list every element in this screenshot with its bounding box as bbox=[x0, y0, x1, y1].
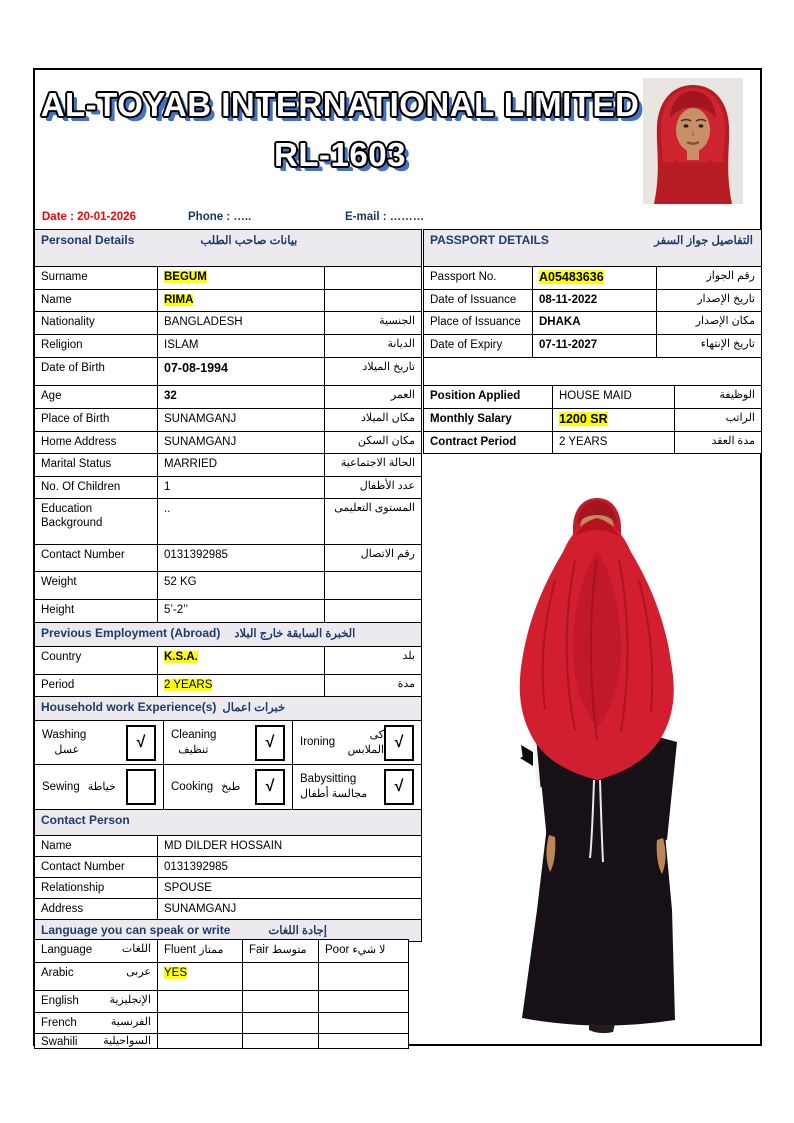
language-row-arabic: Arabic عربى YES bbox=[35, 962, 408, 990]
babysitting-checkbox[interactable]: √ bbox=[384, 769, 414, 805]
cleaning-checkbox[interactable]: √ bbox=[255, 725, 285, 761]
phone-value: Phone : ….. bbox=[188, 211, 252, 223]
table-row: Place of Issuance DHAKA مكان الإصدار bbox=[424, 311, 761, 334]
name-value: RIMA bbox=[164, 294, 194, 306]
table-row: Place of Birth SUNAMGANJ مكان الميلاد bbox=[35, 408, 421, 431]
company-name-title: AL-TOYAB INTERNATIONAL LIMITED bbox=[40, 86, 640, 123]
table-row: Contact Number 0131392985 رقم الاتصال bbox=[35, 544, 421, 571]
experience-ironing: Ironing كى الملابس √ bbox=[292, 721, 421, 764]
table-row: No. Of Children 1 عدد الأطفال bbox=[35, 476, 421, 498]
table-row: Education Background .. المستوى التعليمى bbox=[35, 498, 421, 544]
passport-details-header: PASSPORT DETAILS التفاصيل جواز السفر bbox=[424, 230, 761, 266]
language-row-french: French الفرنسية bbox=[35, 1012, 408, 1033]
sewing-checkbox[interactable] bbox=[126, 769, 156, 805]
table-row: Country K.S.A. بلد bbox=[35, 646, 421, 674]
table-row: Contract Period 2 YEARS مدة العقد bbox=[424, 431, 761, 453]
experience-babysitting: Babysitting مجالسة أطفال √ bbox=[292, 765, 421, 809]
table-row: Date of Issuance 08-11-2022 تاريخ الإصدار bbox=[424, 289, 761, 311]
experience-row bbox=[35, 720, 421, 764]
washing-checkbox[interactable]: √ bbox=[126, 725, 156, 761]
table-row: Name MD DILDER HOSSAIN bbox=[35, 835, 421, 856]
table-row: Relationship SPOUSE bbox=[35, 877, 421, 898]
table-row: Position Applied HOUSE MAID الوظيفة bbox=[424, 385, 761, 408]
personal-details-table bbox=[34, 229, 422, 942]
table-row: Home Address SUNAMGANJ مكان السكن bbox=[35, 431, 421, 453]
experience-cleaning: Cleaning تنظيف √ bbox=[163, 721, 292, 764]
surname-value: BEGUM bbox=[164, 271, 207, 283]
previous-employment-header: Previous Employment (Abroad) الخبرة السابقة خارج البلاد bbox=[35, 622, 421, 646]
passport-details-table bbox=[423, 229, 762, 454]
personal-details-header: Personal Details بيانات صاحب الطلب bbox=[35, 230, 421, 266]
table-row: Monthly Salary 1200 SR الراتب bbox=[424, 408, 761, 431]
experience-sewing: Sewing خياطة bbox=[35, 765, 163, 809]
experience-cooking: Cooking طبخ √ bbox=[163, 765, 292, 809]
monthly-salary-value: 1200 SR bbox=[559, 412, 608, 426]
table-row: Marital Status MARRIED الحالة الاجتماعية bbox=[35, 453, 421, 476]
experience-row bbox=[35, 764, 421, 809]
table-row: Date of Expiry 07-11-2027 تاريخ الإنتهاء bbox=[424, 334, 761, 357]
cooking-checkbox[interactable]: √ bbox=[255, 769, 285, 805]
email-value: E-mail : ……… bbox=[345, 211, 425, 223]
table-row: Surname BEGUM bbox=[35, 266, 421, 289]
table-row: Date of Birth 07-08-1994 تاريخ الميلاد bbox=[35, 357, 421, 385]
table-row: Address SUNAMGANJ bbox=[35, 898, 421, 919]
period-value: 2 YEARS bbox=[164, 679, 213, 691]
table-row: Passport No. A05483636 رقم الجواز bbox=[424, 266, 761, 289]
table-row: Age 32 العمر bbox=[35, 385, 421, 408]
date-value: Date : 20-01-2026 bbox=[42, 211, 136, 223]
country-value: K.S.A. bbox=[164, 651, 198, 663]
household-experience-header: Household work Experience(s) خبرات اعمال bbox=[35, 696, 421, 720]
table-row: Name RIMA bbox=[35, 289, 421, 311]
languages-header-row: Language اللغات Fluent ممتاز Fair متوسط Poor لا شيء bbox=[35, 940, 408, 962]
table-row: Height 5’-2’’ bbox=[35, 599, 421, 622]
arabic-fluent-value: YES bbox=[164, 967, 188, 979]
spacer-row bbox=[424, 357, 761, 385]
applicant-headshot-photo bbox=[643, 78, 743, 204]
table-row: Contact Number 0131392985 bbox=[35, 856, 421, 877]
contact-person-header: Contact Person bbox=[35, 809, 421, 835]
applicant-full-length-photo bbox=[497, 490, 717, 1035]
languages-table bbox=[34, 939, 409, 1049]
document-border bbox=[33, 68, 762, 1046]
license-number-title: RL-1603 bbox=[274, 136, 406, 173]
table-row: Weight 52 KG bbox=[35, 571, 421, 599]
language-row-swahili: Swahili السواحيلية bbox=[35, 1033, 408, 1048]
languages-header: Language you can speak or write إجادة اللغات bbox=[35, 919, 421, 941]
ironing-checkbox[interactable]: √ bbox=[384, 725, 414, 761]
experience-washing: Washing غسل √ bbox=[35, 721, 163, 764]
passport-number-value: A05483636 bbox=[539, 270, 604, 284]
document-meta-line bbox=[42, 211, 672, 227]
language-row-english: English الإنجليزية bbox=[35, 990, 408, 1012]
table-row: Period 2 YEARS مدة bbox=[35, 674, 421, 696]
table-row: Religion ISLAM الديانة bbox=[35, 334, 421, 357]
table-row: Nationality BANGLADESH الجنسية bbox=[35, 311, 421, 334]
